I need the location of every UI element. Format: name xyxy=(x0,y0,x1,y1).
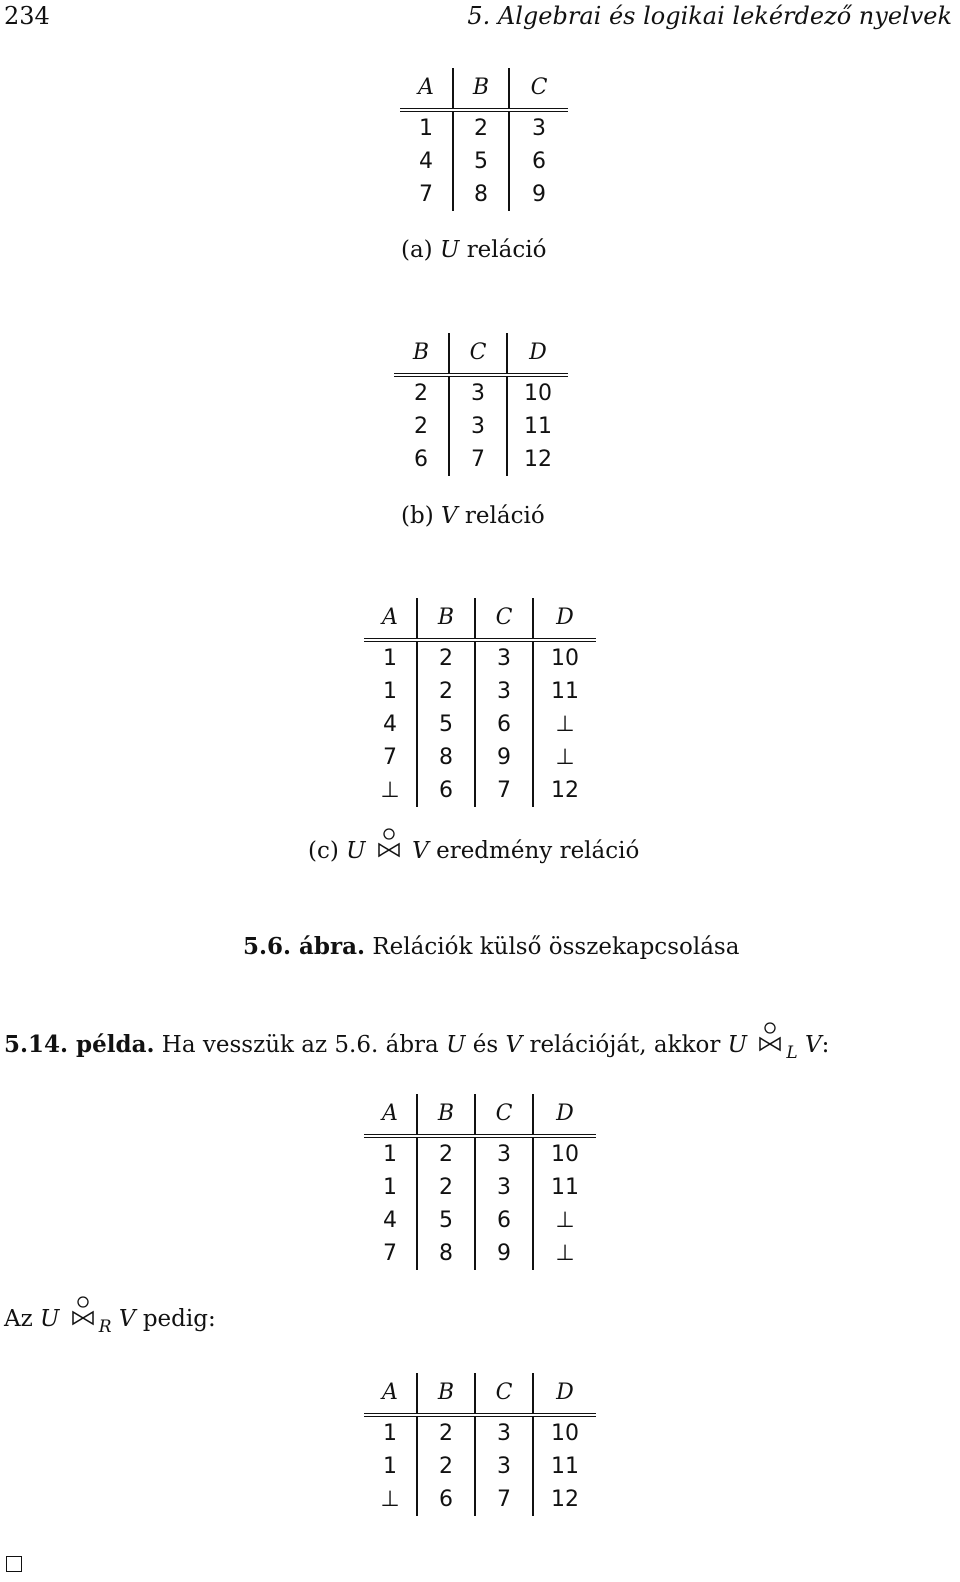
right-intro-az: Az xyxy=(4,1306,33,1332)
table-cell: ⊥ xyxy=(380,1487,400,1512)
table-cell: 3 xyxy=(475,675,533,708)
table-row xyxy=(364,1450,596,1483)
table-cell: 2 xyxy=(417,1415,475,1450)
table-cell: 8 xyxy=(417,1237,475,1270)
right-intro-var-v: V xyxy=(118,1306,136,1332)
table-row xyxy=(400,178,568,211)
table-cell: ⊥ xyxy=(533,1204,596,1237)
caption-c xyxy=(308,838,639,864)
table-u-relation xyxy=(400,68,568,211)
table-left-outer-join xyxy=(364,1094,596,1270)
example-and: és xyxy=(472,1032,499,1058)
table-row xyxy=(364,1415,596,1450)
table-cell: 2 xyxy=(414,414,428,439)
table-cell: 7 xyxy=(383,1241,397,1266)
table-cell: 2 xyxy=(417,1450,475,1483)
table-cell: 1 xyxy=(383,646,397,671)
figure-caption-label: 5.6. ábra. xyxy=(243,933,366,960)
column-header: C xyxy=(475,598,533,640)
caption-a-text: reláció xyxy=(466,237,547,263)
table-cell: 12 xyxy=(533,1483,596,1516)
table-cell: 6 xyxy=(475,708,533,741)
column-header: B xyxy=(417,598,475,640)
table-header-row xyxy=(364,1373,596,1415)
left-outer-join-icon xyxy=(758,1032,782,1054)
table-cell: 3 xyxy=(475,640,533,675)
column-header: C xyxy=(475,1094,533,1136)
table-row xyxy=(364,741,596,774)
table-cell: 2 xyxy=(414,381,428,406)
caption-b-text: reláció xyxy=(464,503,545,529)
table-cell: 11 xyxy=(507,410,568,443)
caption-b xyxy=(401,503,545,529)
column-header: A xyxy=(364,1094,417,1136)
page-number: 234 xyxy=(4,2,50,30)
table-row xyxy=(364,675,596,708)
example-text-before: Ha vesszük az 5.6. ábra xyxy=(161,1032,439,1058)
table-cell: 3 xyxy=(475,1136,533,1171)
table-row xyxy=(364,774,596,807)
table-cell: 7 xyxy=(475,774,533,807)
table-cell: 6 xyxy=(417,1483,475,1516)
table-cell: ⊥ xyxy=(533,1237,596,1270)
table-cell: 2 xyxy=(417,1136,475,1171)
table-header-row xyxy=(394,333,568,375)
example-text-after: relációját, akkor xyxy=(529,1032,721,1058)
example-var-v: V xyxy=(505,1032,523,1058)
table-cell: 6 xyxy=(417,774,475,807)
table-cell: 3 xyxy=(449,375,507,410)
table-cell: 4 xyxy=(383,712,397,737)
table-row xyxy=(364,1171,596,1204)
column-header: C xyxy=(449,333,507,375)
table-cell: ⊥ xyxy=(533,708,596,741)
table-row xyxy=(364,1237,596,1270)
table-cell: 6 xyxy=(475,1204,533,1237)
table-row xyxy=(400,110,568,145)
table-cell: 1 xyxy=(383,1142,397,1167)
column-header: A xyxy=(364,1373,417,1415)
caption-c-var1: U xyxy=(346,838,366,864)
table-cell: 3 xyxy=(449,410,507,443)
right-outer-join-icon xyxy=(71,1306,95,1328)
table-cell: 8 xyxy=(417,741,475,774)
table-cell: 10 xyxy=(533,1136,596,1171)
table-cell: 4 xyxy=(383,1208,397,1233)
table-cell: 11 xyxy=(533,1450,596,1483)
table-cell: 3 xyxy=(509,110,568,145)
table-cell: 11 xyxy=(533,1171,596,1204)
column-header: D xyxy=(533,1373,596,1415)
table-cell: 10 xyxy=(507,375,568,410)
column-header: D xyxy=(507,333,568,375)
table-cell: 1 xyxy=(383,1421,397,1446)
caption-c-var2: V xyxy=(412,838,429,864)
page-header xyxy=(0,0,956,30)
table-cell: 2 xyxy=(417,640,475,675)
caption-b-prefix: (b) xyxy=(401,503,434,529)
table-row xyxy=(394,443,568,476)
end-of-proof-icon xyxy=(6,1556,22,1572)
table-cell: 7 xyxy=(475,1483,533,1516)
table-cell: 6 xyxy=(414,447,428,472)
example-label: 5.14. példa. xyxy=(4,1031,155,1058)
table-right-outer-join xyxy=(364,1373,596,1516)
table-cell: 5 xyxy=(417,708,475,741)
example-var-v2: V xyxy=(804,1032,822,1058)
table-outer-join-result xyxy=(364,598,596,807)
table-cell: 6 xyxy=(509,145,568,178)
table-cell: 4 xyxy=(419,149,433,174)
table-cell: 12 xyxy=(507,443,568,476)
caption-a-var: U xyxy=(439,237,460,263)
column-header: A xyxy=(364,598,417,640)
table-v-relation xyxy=(394,333,568,476)
table-cell: 12 xyxy=(533,774,596,807)
caption-c-text: eredmény reláció xyxy=(436,838,640,864)
caption-c-prefix: (c) xyxy=(308,838,339,864)
caption-a-prefix: (a) xyxy=(401,237,433,263)
table-cell: 10 xyxy=(533,640,596,675)
table-header-row xyxy=(400,68,568,110)
column-header: B xyxy=(394,333,449,375)
table-cell: 7 xyxy=(449,443,507,476)
table-row xyxy=(364,1136,596,1171)
table-cell: 7 xyxy=(419,182,433,207)
table-cell: 2 xyxy=(417,1171,475,1204)
right-intro-var-u: U xyxy=(40,1306,60,1332)
table-cell: 11 xyxy=(533,675,596,708)
table-row xyxy=(364,708,596,741)
figure-caption xyxy=(243,933,739,960)
table-cell: 2 xyxy=(453,110,509,145)
table-cell: 1 xyxy=(419,116,433,141)
column-header: D xyxy=(533,598,596,640)
column-header: C xyxy=(475,1373,533,1415)
table-row xyxy=(364,640,596,675)
table-cell: 2 xyxy=(417,675,475,708)
table-row xyxy=(400,145,568,178)
running-title: 5. Algebrai és logikai lekérdező nyelvek xyxy=(467,2,952,30)
table-cell: ⊥ xyxy=(533,741,596,774)
left-join-subscript: L xyxy=(786,1043,798,1063)
example-colon: : xyxy=(821,1032,830,1058)
table-cell: 10 xyxy=(533,1415,596,1450)
table-cell: 9 xyxy=(509,178,568,211)
column-header: D xyxy=(533,1094,596,1136)
caption-a xyxy=(401,237,546,263)
caption-b-var: V xyxy=(440,503,458,529)
table-header-row xyxy=(364,598,596,640)
table-cell: 3 xyxy=(475,1415,533,1450)
table-cell: 9 xyxy=(475,1237,533,1270)
figure-caption-text: Relációk külső összekapcsolása xyxy=(372,934,740,960)
table-cell: ⊥ xyxy=(380,778,400,803)
table-cell: 1 xyxy=(383,1454,397,1479)
table-row xyxy=(364,1483,596,1516)
example-paragraph xyxy=(4,1031,829,1063)
table-cell: 5 xyxy=(453,145,509,178)
example-var-u: U xyxy=(446,1032,466,1058)
example-var-u2: U xyxy=(727,1032,748,1058)
table-row xyxy=(394,375,568,410)
column-header: B xyxy=(417,1373,475,1415)
right-join-intro xyxy=(4,1306,216,1337)
table-row xyxy=(364,1204,596,1237)
right-intro-pedig: pedig: xyxy=(142,1306,216,1332)
table-cell: 7 xyxy=(383,745,397,770)
table-cell: 8 xyxy=(453,178,509,211)
column-header: A xyxy=(400,68,453,110)
full-outer-join-icon xyxy=(377,838,401,860)
table-header-row xyxy=(364,1094,596,1136)
column-header: C xyxy=(509,68,568,110)
right-join-subscript: R xyxy=(98,1317,112,1337)
table-cell: 1 xyxy=(383,1175,397,1200)
table-cell: 3 xyxy=(475,1171,533,1204)
table-cell: 3 xyxy=(475,1450,533,1483)
table-cell: 5 xyxy=(417,1204,475,1237)
table-cell: 1 xyxy=(383,679,397,704)
table-cell: 9 xyxy=(475,741,533,774)
table-row xyxy=(394,410,568,443)
column-header: B xyxy=(453,68,509,110)
column-header: B xyxy=(417,1094,475,1136)
